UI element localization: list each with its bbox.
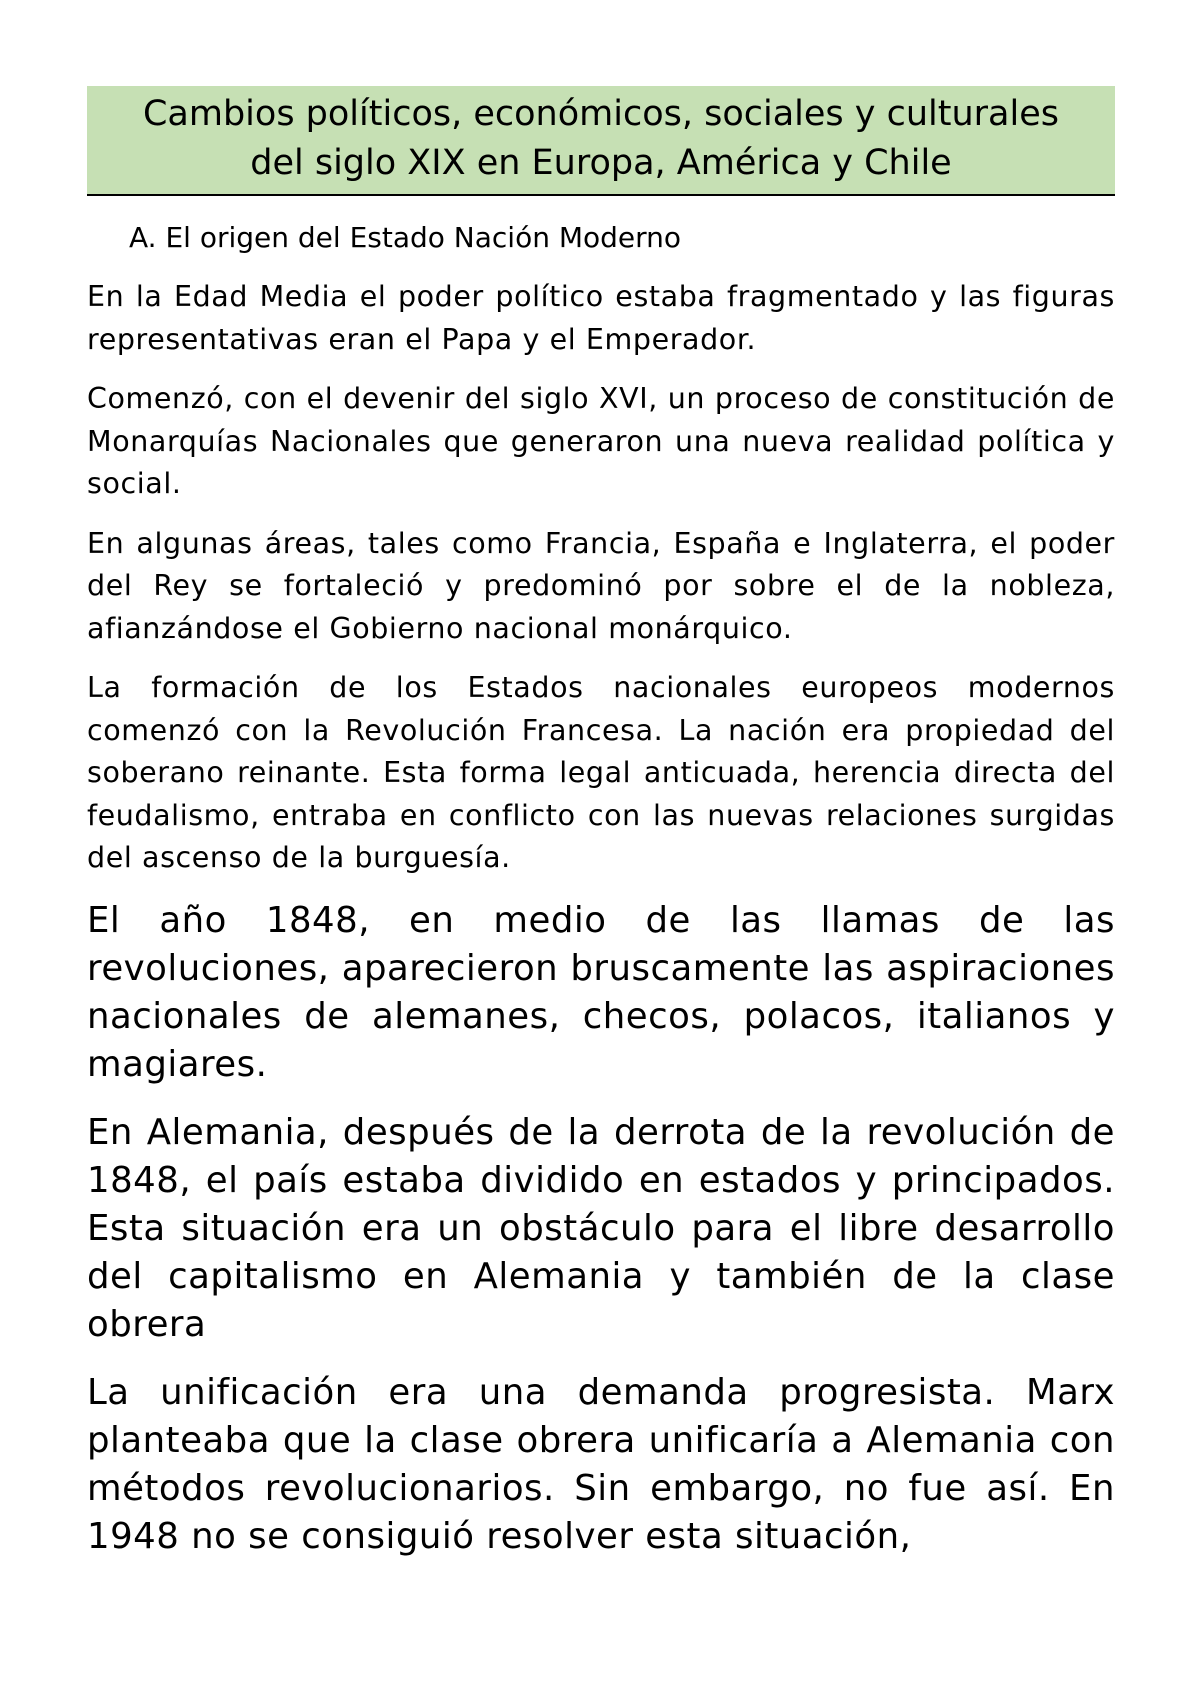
paragraph-2: Comenzó, con el devenir del siglo XVI, un proceso de constitución de Monarquías Nacionales que generaron una nueva realidad política y social. [87,382,1115,500]
paragraph-4: La formación de los Estados nacionales europeos modernos comenzó con la Revolución Francesa. La nación era propiedad del soberano reinante. Esta forma legal anticuada, herencia directa del feudalismo, entraba en conflicto con las nuevas relaciones surgidas del ascenso de la burguesía. [87,671,1115,874]
document-title [87,86,1115,196]
section-heading: A. El origen del Estado Nación Moderno [129,221,682,254]
document-page [87,86,1115,1561]
paragraph-7: La unificación era una demanda progresista. Marx planteaba que la clase obrera unificaría a Alemania con métodos revolucionarios. Sin embargo, no fue así. En 1948 no se consiguió resolver esta situación, [87,1371,1115,1557]
paragraph-5: El año 1848, en medio de las llamas de las revoluciones, aparecieron bruscamente las aspiraciones nacionales de alemanes, checos, polacos, italianos y magiares. [87,899,1115,1085]
title-line-1: Cambios políticos, económicos, sociales y culturales [142,94,1059,134]
paragraph-1: En la Edad Media el poder político estaba fragmentado y las figuras representativas eran el Papa y el Emperador. [87,280,1115,356]
title-line-2: del siglo XIX en Europa, América y Chile [250,143,952,183]
paragraph-3: En algunas áreas, tales como Francia, España e Inglaterra, el poder del Rey se fortaleció y predominó por sobre el de la nobleza, afianzándose el Gobierno nacional monárquico. [87,526,1115,645]
paragraph-6: En Alemania, después de la derrota de la revolución de 1848, el país estaba dividido en estados y principados. Esta situación era un obstáculo para el libre desarrollo del capitalismo en Alemania y también de la clase obrera [87,1111,1115,1345]
